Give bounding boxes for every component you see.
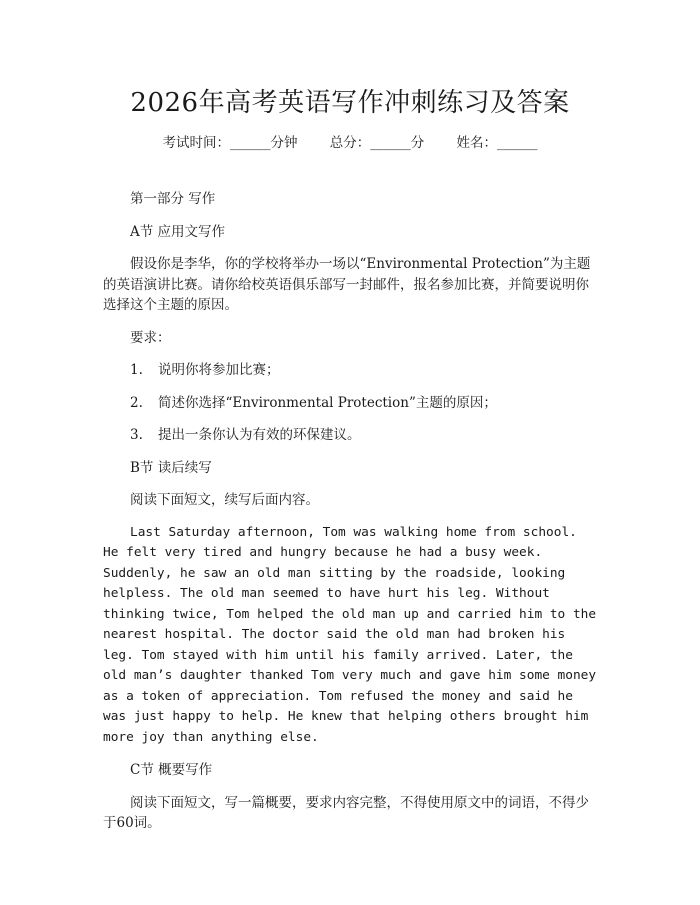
section-a-prompt: 假设你是李华，你的学校将举办一场以“Environmental Protection”为主题的英语演讲比赛。请你给校英语俱乐部写一封邮件，报名参加比赛，并简要说明你选择这个主题的原因。 xyxy=(103,256,591,313)
requirement-number: 3. xyxy=(130,427,143,443)
section-b-instruction: 阅读下面短文，续写后面内容。 xyxy=(130,492,319,508)
part-heading: 第一部分 写作 xyxy=(130,191,216,207)
section-c-instruction: 阅读下面短文，写一篇概要，要求内容完整，不得使用原文中的词语，不得少于60词。 xyxy=(103,794,589,831)
requirement-item xyxy=(103,393,598,414)
page-title: 2026年高考英语写作冲刺练习及答案 xyxy=(130,88,570,118)
section-b-heading: B节 读后续写 xyxy=(130,459,212,476)
requirement-text: 提出一条你认为有效的环保建议。 xyxy=(158,427,361,443)
section-c-heading: C节 概要写作 xyxy=(130,762,213,778)
requirement-number: 1. xyxy=(130,362,143,378)
total-score-field: 总分：______分 xyxy=(329,135,425,151)
requirement-text: 说明你将参加比赛； xyxy=(158,362,280,378)
student-name-field: 姓名：______ xyxy=(456,135,538,151)
requirement-text: 简述你选择“Environmental Protection”主题的原因； xyxy=(158,394,497,411)
requirement-item xyxy=(103,360,598,381)
document-body xyxy=(103,189,598,846)
reading-passage: Last Saturday afternoon, Tom was walking home from school. He felt very tired and hungry because he had a busy week. Suddenly, he saw an old man sitting by the roadside, looking helpless. The old man seemed to have hurt his leg. Without thinking twice, Tom helped the old man up and carried him to the nearest hospital. The doctor said the old man had broken his leg. Tom stayed with him until his family arrived. Later, the old man’s daughter thanked Tom very much and gave him some money as a token of appreciation. Tom refused the money and said he was just happy to help. He knew that helping others brought him more joy than anything else. xyxy=(103,524,597,745)
exam-meta xyxy=(0,131,700,151)
exam-time-field: 考试时间：______分钟 xyxy=(162,135,298,151)
requirements-label: 要求： xyxy=(130,329,171,346)
requirement-number: 2. xyxy=(130,394,143,411)
section-a-heading: A节 应用文写作 xyxy=(130,223,226,240)
requirement-item xyxy=(103,425,598,446)
